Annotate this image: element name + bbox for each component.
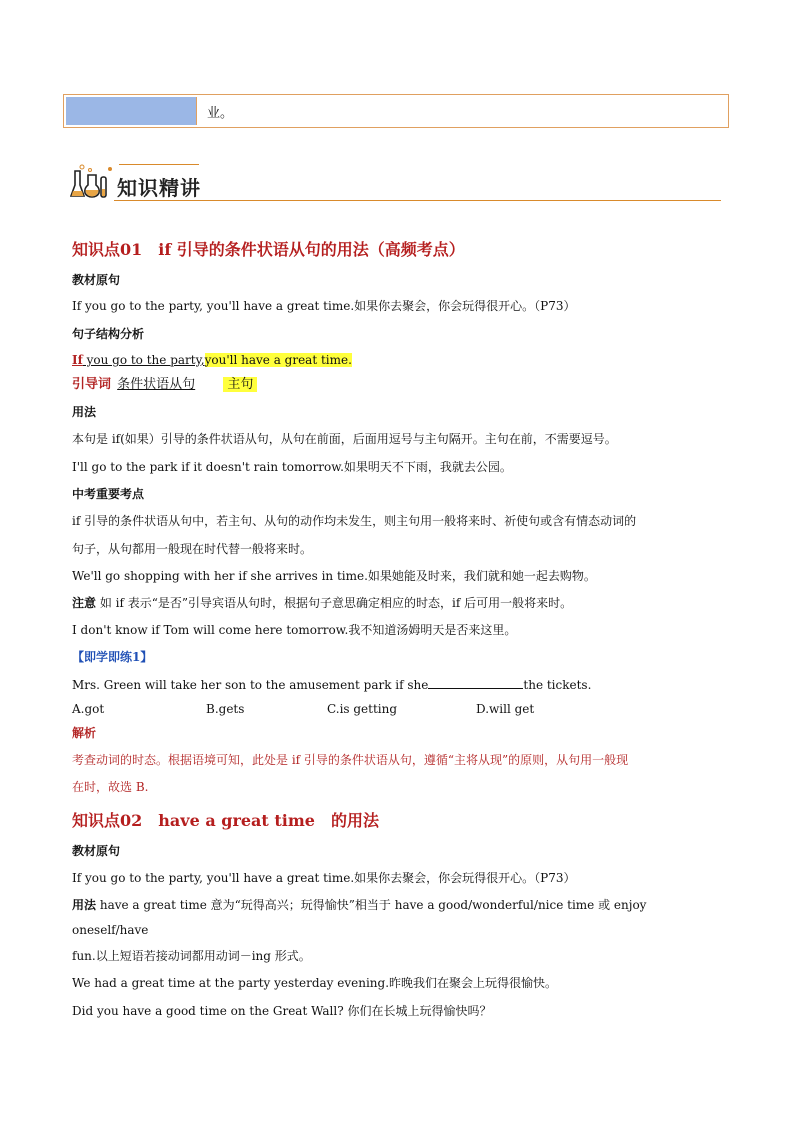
kp1-note-example: I don't know if Tom will come here tomorrow.我不知道汤姆明天是否来这里。 [72, 623, 517, 637]
kp2-title: 知识点02 have a great time 的用法 [72, 811, 379, 830]
kp1-structure-sentence [72, 352, 352, 368]
kp2-usage [72, 897, 722, 913]
table-cell: 业。 [207, 105, 234, 121]
kp1-exam-label: 中考重要考点 [72, 487, 145, 501]
note-label: 注意 [72, 596, 97, 610]
question-after: the tickets. [523, 678, 592, 692]
practice-label: 【即学即练1】 [72, 650, 153, 664]
option-b: B.gets [206, 702, 245, 716]
main-clause-label: 主句 [223, 377, 257, 392]
top-table [63, 94, 729, 128]
kp1-textbook-sentence: If you go to the party, you'll have a great time.如果你去聚会，你会玩得很开心。（P73） [72, 299, 576, 313]
kp1-usage-example: I'll go to the park if it doesn't rain tomorrow.如果明天不下雨，我就去公园。 [72, 460, 512, 474]
kp1-title: 知识点01 if 引导的条件状语从句的用法（高频考点） [72, 240, 465, 259]
kp1-exam-text-2: 句子，从句都用一般现在时代替一般将来时。 [72, 542, 313, 556]
kp1-note [72, 595, 572, 611]
option-d: D.will get [476, 702, 535, 716]
structure-clause: you go to the party, [82, 353, 205, 367]
kp1-exam-text-1: if 引导的条件状语从句中，若主句、从句的动作均未发生，则主句用一般将来时、祈使句或含有情态动词的 [72, 514, 637, 528]
kp1-usage-label: 用法 [72, 405, 97, 419]
cond-clause-label: 条件状语从句 [117, 377, 196, 392]
kp1-structure-labels [72, 377, 257, 393]
table-header-cell [66, 97, 197, 125]
kp2-example-1: We had a great time at the party yesterday evening.昨晚我们在聚会上玩得很愉快。 [72, 976, 558, 990]
question-before: Mrs. Green will take her son to the amusement park if she [72, 678, 429, 692]
kp2-usage-text-3: fun.以上短语若接动词都用动词－ing 形式。 [72, 949, 311, 963]
guide-word-label: 引导词 [72, 377, 112, 392]
section-top-divider [119, 164, 199, 165]
option-a: A.got [72, 702, 105, 716]
analysis-text-2: 在时，故选 B. [72, 780, 149, 794]
structure-if-word: If [72, 353, 83, 367]
kp1-textbook-label: 教材原句 [72, 273, 121, 287]
kp2-textbook-sentence: If you go to the party, you'll have a great time.如果你去聚会，你会玩得很开心。（P73） [72, 871, 576, 885]
section-title: 知识精讲 [117, 176, 201, 200]
note-text: 如 if 表示“是否”引导宾语从句时，根据句子意思确定相应的时态，if 后可用一般将来时。 [99, 596, 573, 610]
option-c: C.is getting [327, 702, 398, 716]
kp2-usage-text-1: have a great time 意为“玩得高兴；玩得愉快”相当于 have a good/wonderful/nice time 或 enjoy [99, 898, 647, 912]
flask-lab-icon [70, 163, 114, 199]
section-divider [114, 200, 721, 201]
kp2-textbook-label: 教材原句 [72, 844, 121, 858]
practice-question [72, 677, 591, 693]
kp2-usage-text-2: oneself/have [72, 923, 149, 937]
analysis-text-1: 考查动词的时态。根据语境可知，此处是 if 引导的条件状语从句，遵循“主将从现”的原则，从句用一般现 [72, 753, 629, 767]
answer-blank [428, 677, 523, 689]
kp1-usage-text: 本句是 if(如果）引导的条件状语从句，从句在前面，后面用逗号与主句隔开。主句在前，不需要逗号。 [72, 432, 617, 446]
kp1-exam-example: We'll go shopping with her if she arrives in time.如果她能及时来，我们就和她一起去购物。 [72, 569, 596, 583]
kp2-usage-label: 用法 [72, 898, 97, 912]
analysis-label: 解析 [72, 726, 97, 740]
structure-main-clause: you'll have a great time. [204, 353, 352, 367]
kp2-example-2: Did you have a good time on the Great Wall? 你们在长城上玩得愉快吗？ [72, 1004, 492, 1018]
kp1-structure-label: 句子结构分析 [72, 327, 145, 341]
